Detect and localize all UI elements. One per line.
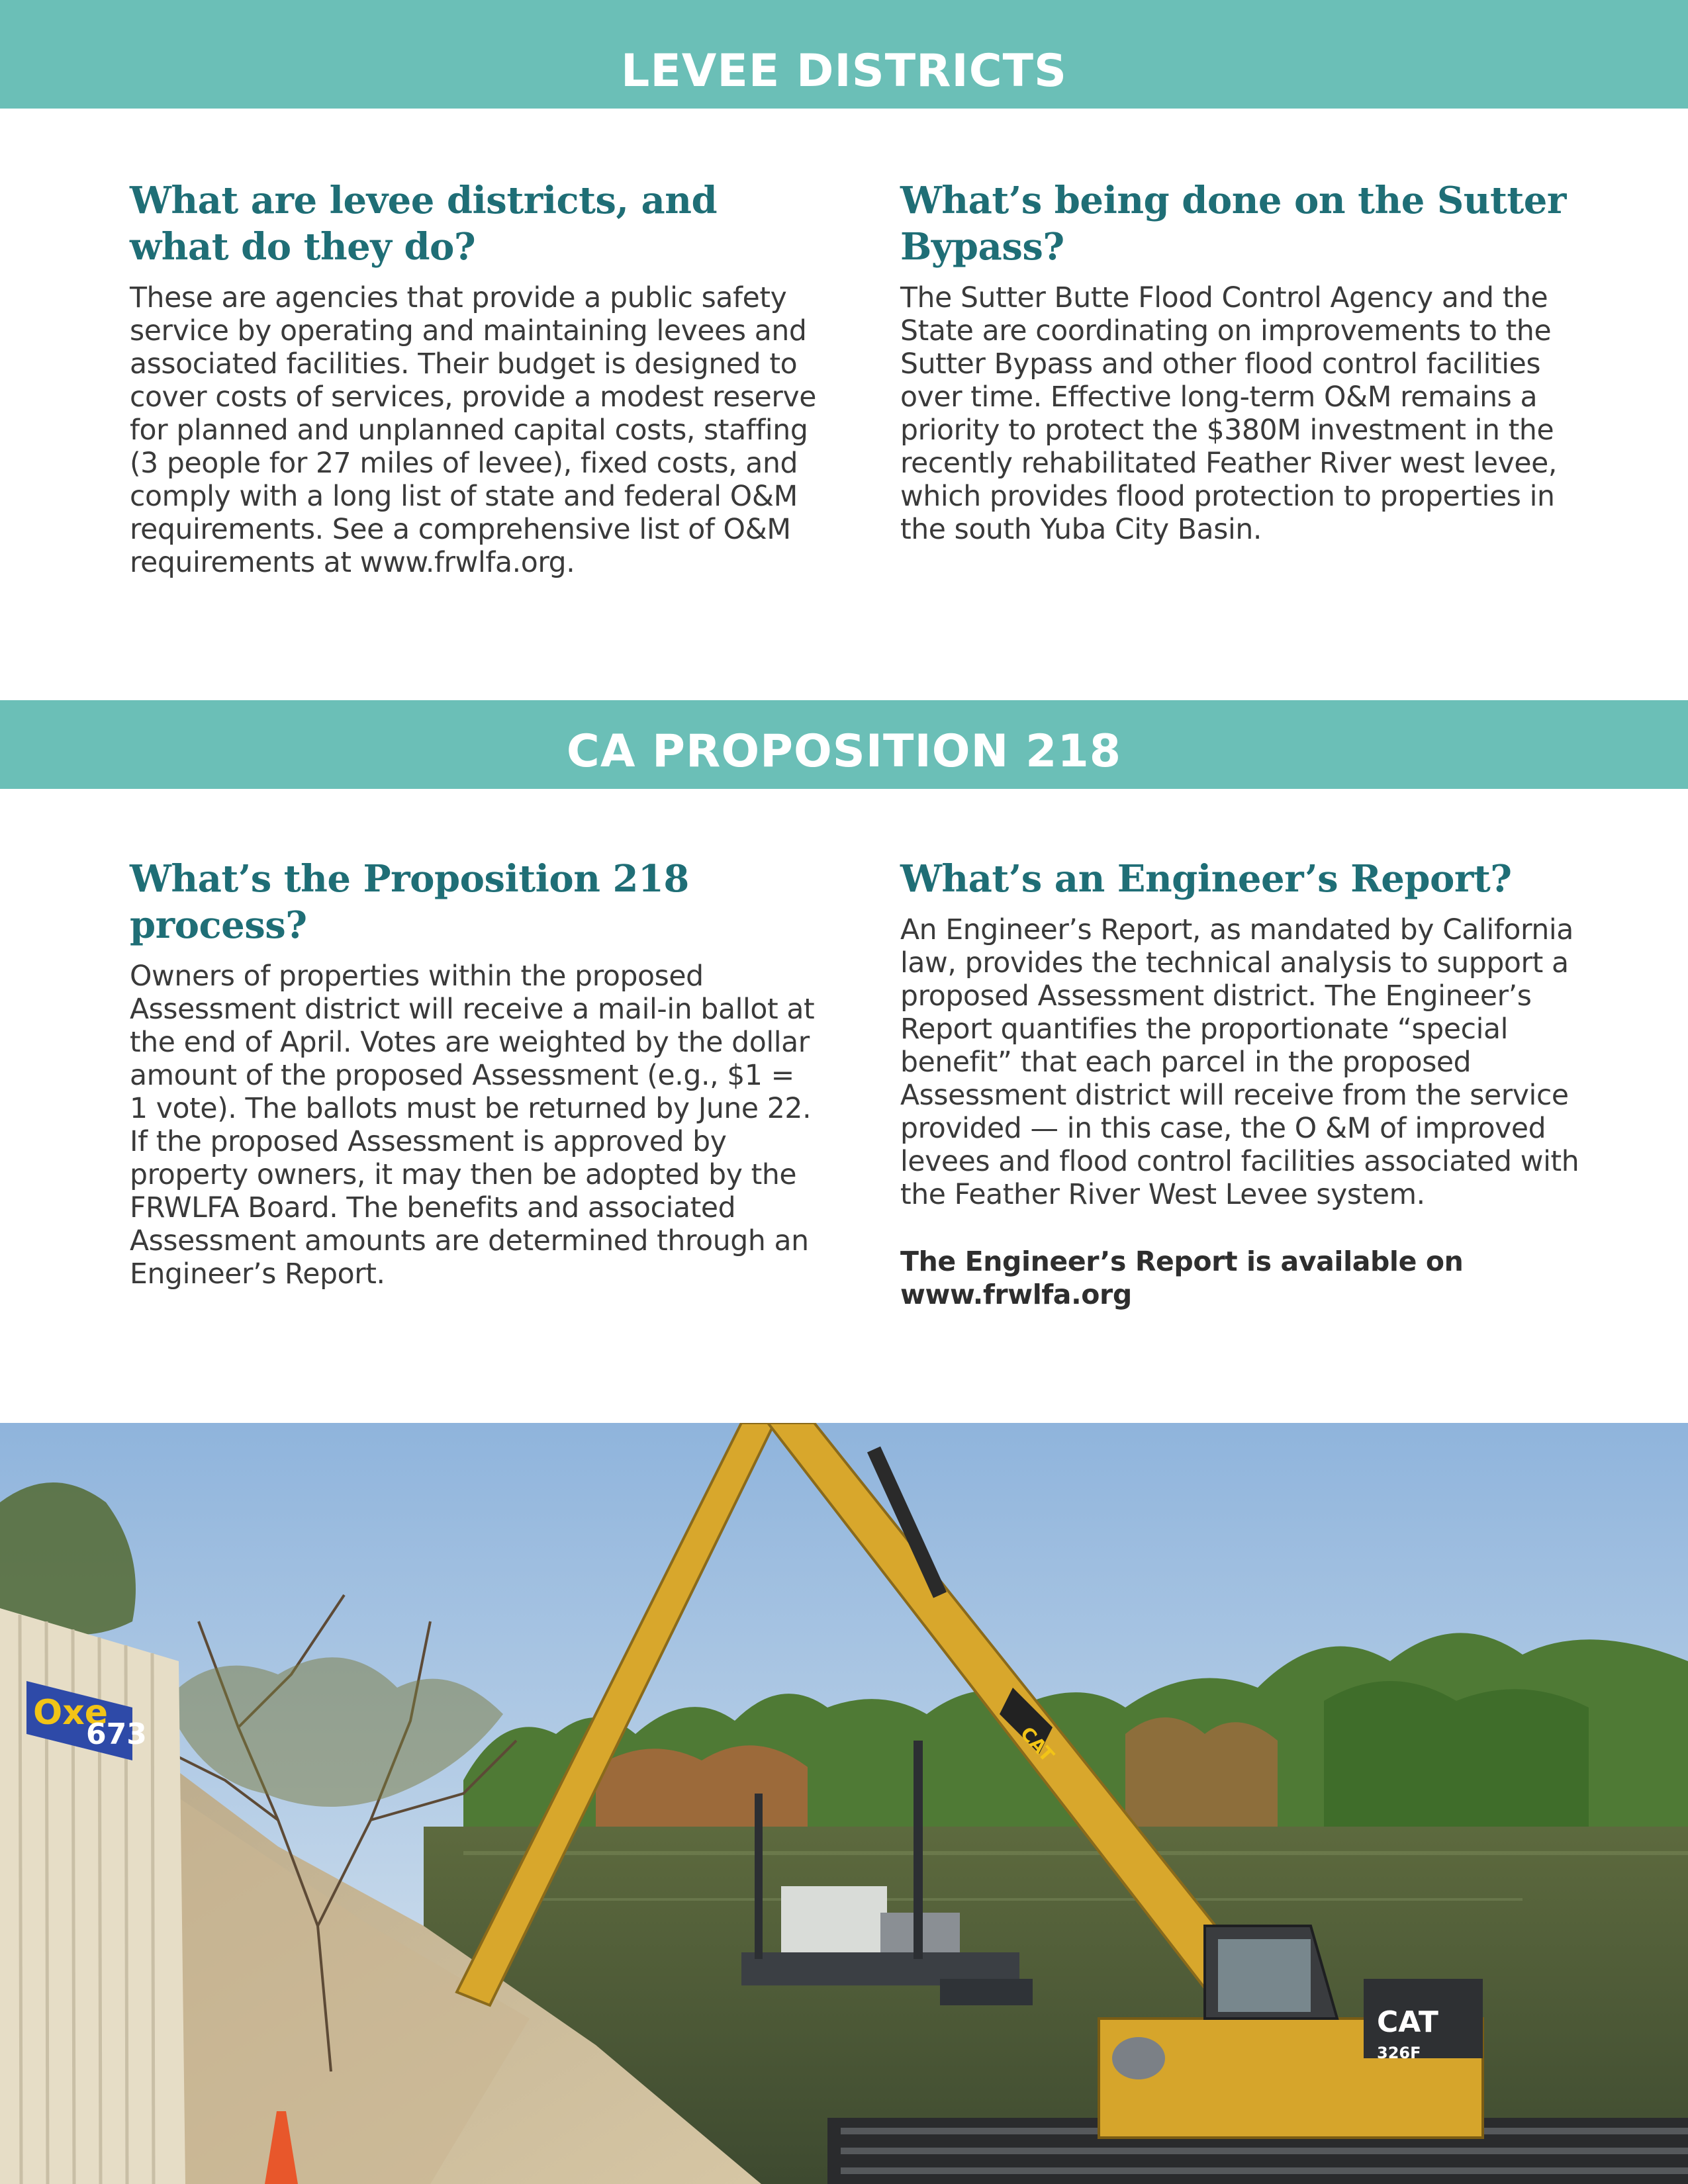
container-logo-text: Oxe [33,1693,109,1733]
sutter-bypass-text: The Sutter Butte Flood Control Agency and the State are coordinating on improvements to the Sutter Bypass and other flood control facilities over time. Effective long-term O&M remains a priority to protect the $380M investment in the recently rehabilitated Feather River west levee, which provides flood protection to properties in the south Yuba City Basin. [900,282,1557,546]
proposition-218-banner: CA PROPOSITION 218 [0,700,1688,789]
levee-districts-what-column [130,177,818,580]
sutter-bypass-heading: What’s being done on the Sutter Bypass? [900,179,1566,269]
excavator-photo [0,1423,1688,2184]
levee-districts-answer-text: These are agencies that provide a public safety service by operating and maintaining levees and associated facilities. Their budget is designed to cover costs of services, provide a modest reserve for planned and unplanned capital costs, staffing (3 people for 27 miles of levee), fixed costs, and comply with a long list of state and federal O&M requirements. See a comprehensive list of O&M requirements at www.frwlfa.org. [130,282,817,579]
arm-brand-text: CAT [1015,1722,1058,1766]
levee-districts-question-heading: What are levee districts, and what do they do? [130,179,718,269]
prop218-process-text: Owners of properties within the proposed Assessment district will receive a mail-in ballot at the end of April. Votes are weighted by the dollar amount of the proposed Assessment (e.g., $1 = 1 vote). The ballots must be returned by June 22. If the proposed Assessment is approved by property owners, it may then be adopted by the FRWLFA Board. The benefits and associated Assessment amounts are determined through an Engineer’s Report. [130,960,815,1291]
sutter-bypass-column [900,177,1589,547]
engineers-report-column [900,856,1589,1338]
prop218-process-column [130,856,818,1291]
levee-districts-banner: LEVEE DISTRICTS [0,0,1688,109]
prop218-process-heading: What’s the Proposition 218 process? [130,857,689,947]
container-number-text: 673 [86,1717,147,1751]
cab-model-text: 326F [1377,2044,1421,2062]
cab-brand-text: CAT [1377,2005,1438,2039]
engineers-report-heading: What’s an Engineer’s Report? [900,857,1512,901]
shipping-container [0,1608,185,2184]
engineers-report-text: An Engineer’s Report, as mandated by California law, provides the technical analysis to support a proposed Assessment district. The Engineer’s Report quantifies the proportionate “special benefit” that each parcel in the proposed Assessment district will receive from the service provided — in this case, the O &M of improved levees and flood control facilities associated with the Feather River West Levee system. [900,914,1579,1211]
engineers-report-availability-note: The Engineer’s Report is available on www.frwlfa.org [900,1246,1464,1310]
